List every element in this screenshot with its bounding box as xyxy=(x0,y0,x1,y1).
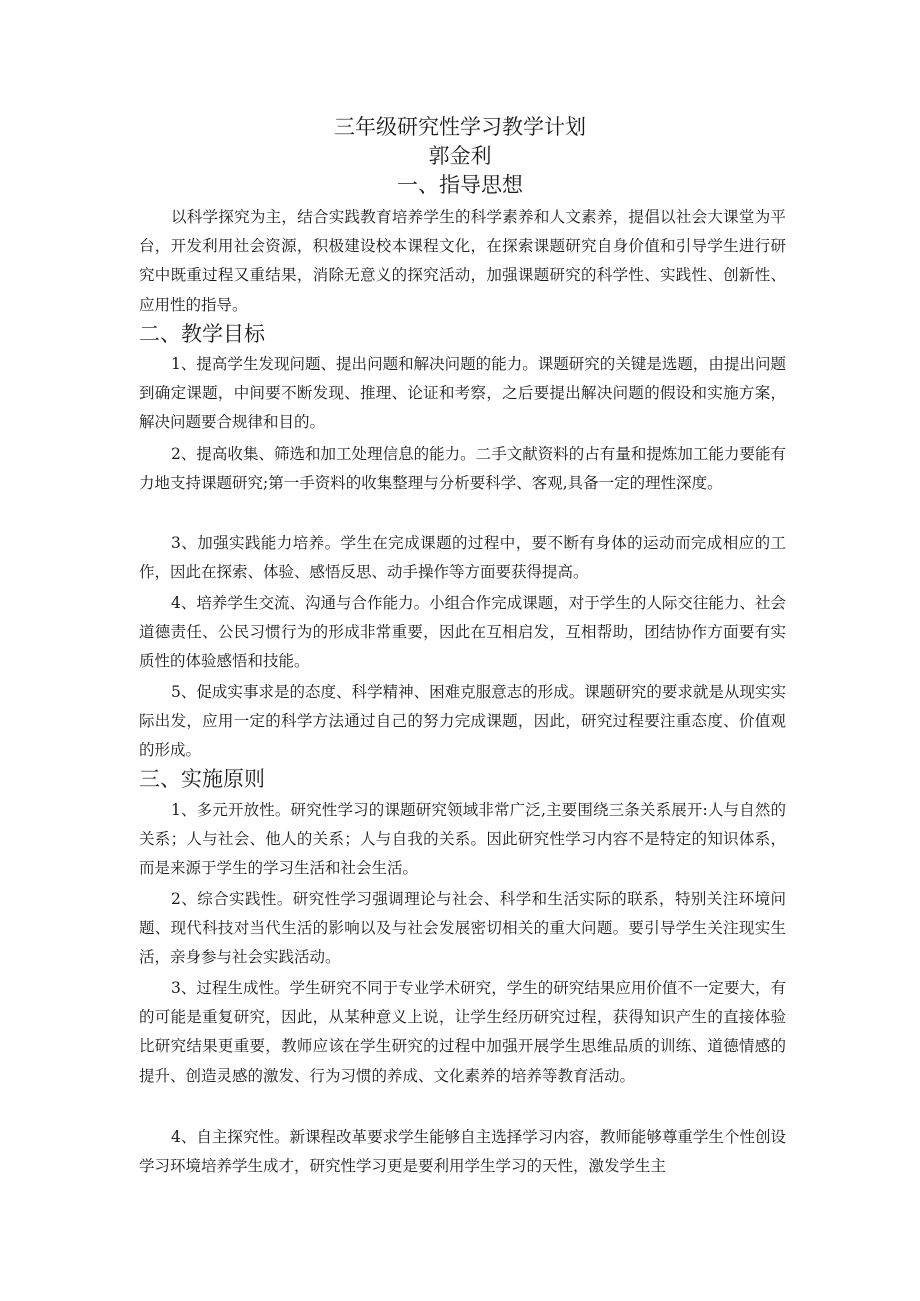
paragraph-goal-1: 1、提高学生发现问题、提出问题和解决问题的能力。课题研究的关键是选题，由提出问题到确定课题，中间要不断发现、推理、论证和考察，之后要提出解决问题的假设和实施方案，解决问题要合规律和目的。 xyxy=(139,355,786,432)
section-heading-principles: 三、实施原则 xyxy=(139,767,265,791)
paragraph-goal-2: 2、提高收集、筛选和加工处理信息的能力。二手文献资料的占有量和提炼加工能力要能有力地支持课题研究;第一手资料的收集整理与分析要科学、客观,具备一定的理性深度。 xyxy=(139,445,786,493)
paragraph-principle-2: 2、综合实践性。研究性学习强调理论与社会、科学和生活实际的联系，特别关注环境问题、现代科技对当代生活的影响以及与社会发展密切相关的重大问题。要引导学生关注现实生活，亲身参与社会实践活动。 xyxy=(139,890,786,967)
paragraph-goal-5: 5、促成实事求是的态度、科学精神、困难克服意志的形成。课题研究的要求就是从现实实际出发，应用一定的科学方法通过自己的努力完成课题，因此，研究过程要注重态度、价值观的形成。 xyxy=(139,683,786,760)
section-heading-guiding-thought: 一、指导思想 xyxy=(397,173,523,197)
document-author: 郭金利 xyxy=(428,144,492,168)
paragraph-principle-3: 3、过程生成性。学生研究不同于专业学术研究，学生的研究结果应用价值不一定要大，有的可能是重复研究，因此，从某种意义上说，让学生经历研究过程，获得知识产生的直接体验比研究结果更重要，教师应该在学生研究的过程中加强开展学生思维品质的训练、道德情感的提升、创造灵感的激发、行为习惯的养成、文化素养的培养等教育活动。 xyxy=(139,979,786,1085)
document-title: 三年级研究性学习教学计划 xyxy=(334,115,586,139)
paragraph-goal-3: 3、加强实践能力培养。学生在完成课题的过程中，要不断有身体的运动而完成相应的工作，因此在探索、体验、感悟反思、动手操作等方面要获得提高。 xyxy=(139,534,786,582)
section-heading-teaching-goals: 二、教学目标 xyxy=(139,322,265,346)
paragraph-guiding-thought: 以科学探究为主，结合实践教育培养学生的科学素养和人文素养，提倡以社会大课堂为平台，开发利用社会资源，积极建设校本课程文化，在探索课题研究自身价值和引导学生进行研究中既重过程又重结果，消除无意义的探究活动，加强课题研究的科学性、实践性、创新性、应用性的指导。 xyxy=(139,208,786,314)
paragraph-principle-1: 1、多元开放性。研究性学习的课题研究领域非常广泛,主要围绕三条关系展开:人与自然的关系；人与社会、他人的关系；人与自我的关系。因此研究性学习内容不是特定的知识体系，而是来源于学生的学习生活和社会生活。 xyxy=(139,801,786,878)
paragraph-principle-4: 4、自主探究性。新课程改革要求学生能够自主选择学习内容，教师能够尊重学生个性创设学习环境培养学生成才，研究性学习更是要利用学生学习的天性，激发学生主 xyxy=(139,1128,786,1176)
paragraph-goal-4: 4、培养学生交流、沟通与合作能力。小组合作完成课题，对于学生的人际交往能力、社会道德责任、公民习惯行为的形成非常重要，因此在互相启发，互相帮助，团结协作方面要有实质性的体验感悟和技能。 xyxy=(139,594,786,671)
